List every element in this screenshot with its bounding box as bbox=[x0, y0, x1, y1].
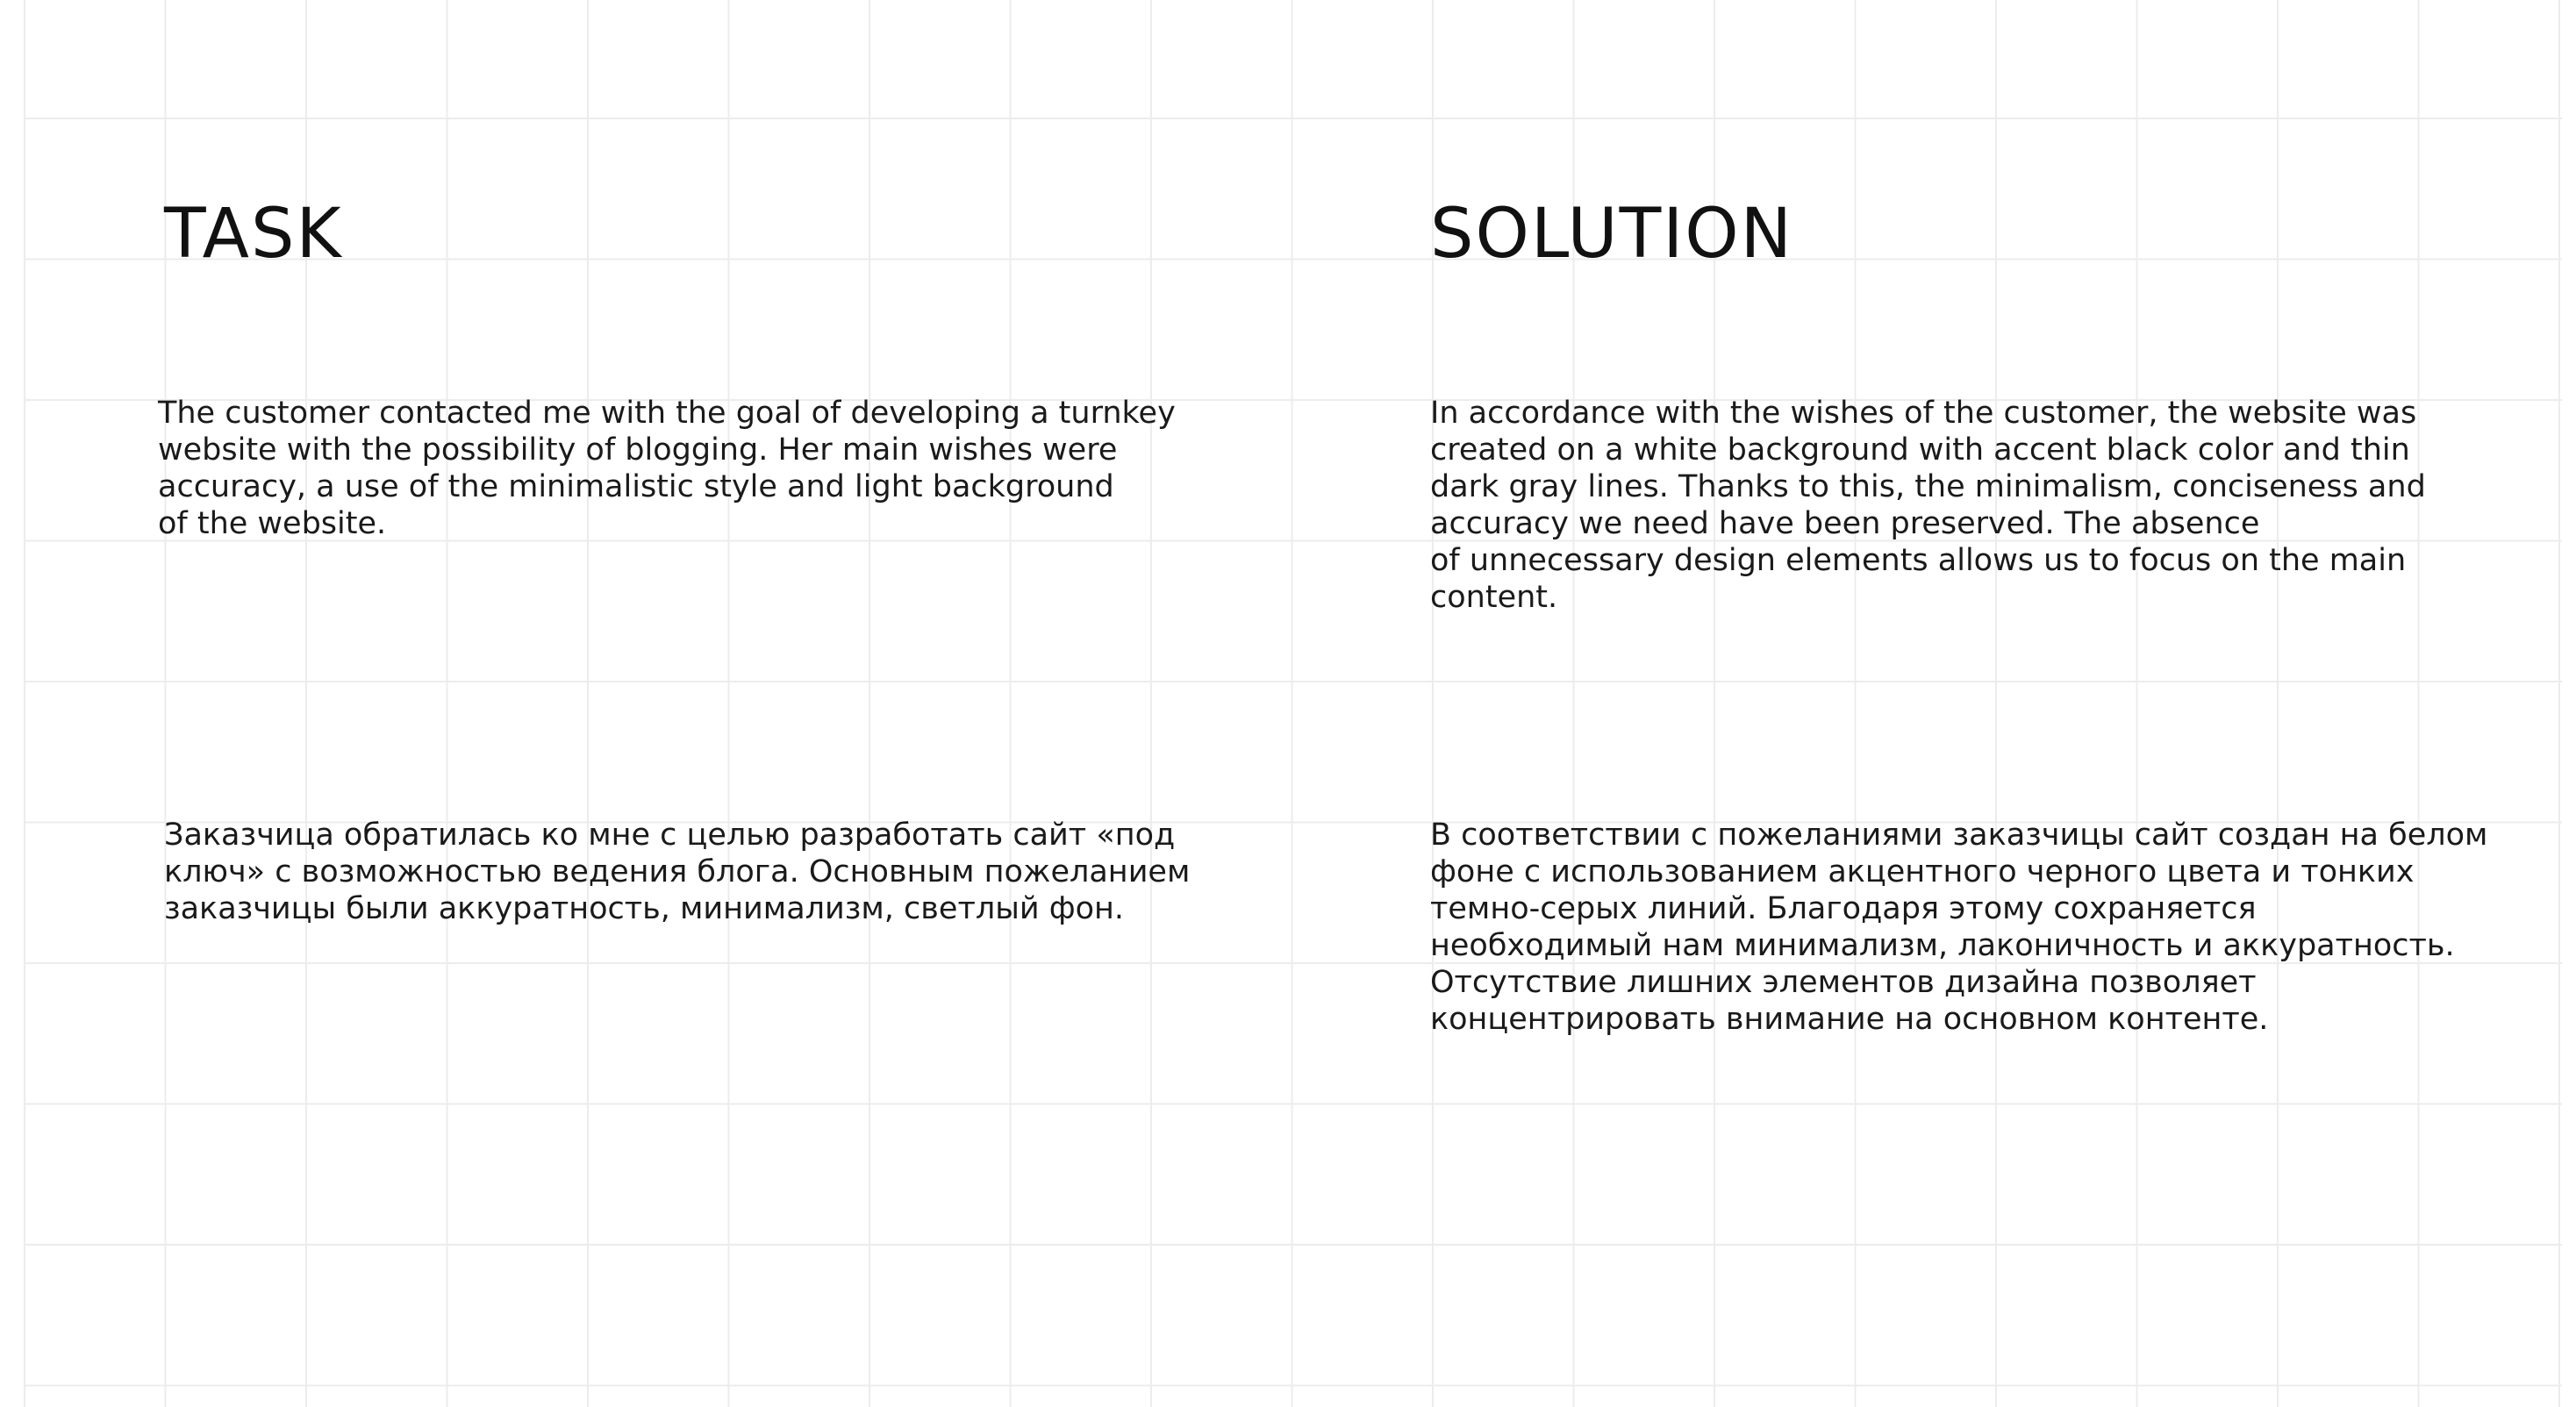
task-heading: TASK bbox=[164, 195, 343, 274]
solution-description-en: In accordance with the wishes of the customer, the website was created on a white background with accent black color and thin dark gray lines. Thanks to this, the minimalism, conciseness and accuracy we need have been preserved. The absence of unnecessary design elements allows us to focus on the main content. bbox=[1430, 396, 2426, 615]
task-description-en: The customer contacted me with the goal of developing a turnkey website with the possibility of blogging. Her main wishes were accuracy, a use of the minimalistic style and light background of the website. bbox=[158, 396, 1176, 541]
task-description-ru: Заказчица обратилась ко мне с целью разработать сайт «под ключ» с возможностью ведения блога. Основным пожеланием заказчицы были аккуратность, минимализм, светлый фон. bbox=[164, 818, 1191, 926]
solution-heading: SOLUTION bbox=[1430, 195, 1793, 274]
solution-description-ru: В соответствии с пожеланиями заказчицы сайт создан на белом фоне с использованием акцентного черного цвета и тонких темно-серых линий. Благодаря этому сохраняется необходимый нам минимализм, лаконичность и аккуратность. Отсутствие лишних элементов дизайна позволяет концентрировать внимание на основном контенте. bbox=[1430, 818, 2488, 1037]
